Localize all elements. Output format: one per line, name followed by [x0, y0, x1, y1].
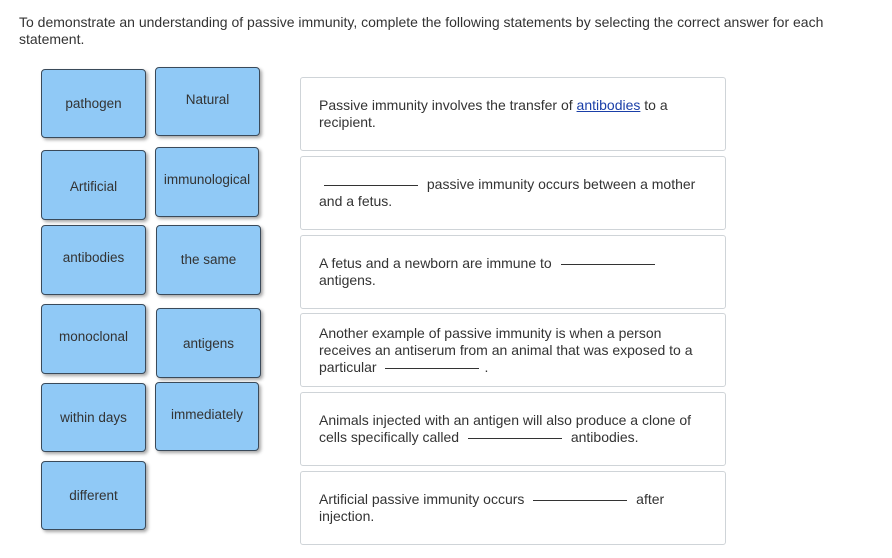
statement-3 — [300, 235, 726, 309]
statement-5 — [300, 392, 726, 466]
statement-5-text-after: antibodies. — [566, 429, 639, 445]
statement-1-filled-answer[interactable]: antibodies — [576, 97, 641, 113]
answer-tile-antigens[interactable]: antigens — [156, 308, 261, 378]
statement-2 — [300, 156, 726, 230]
answer-tile-immunological[interactable]: immunological — [155, 147, 259, 217]
statement-3-drop-target[interactable] — [561, 263, 655, 265]
statement-4-text-before: Another example of passive immunity is when a person receives an antiserum from an animal that was exposed to a particular — [319, 324, 693, 375]
statement-6 — [300, 471, 726, 545]
statement-1-text-before: Passive immunity involves the transfer of — [319, 97, 577, 113]
statement-5-drop-target[interactable] — [468, 437, 562, 439]
statement-4-drop-target[interactable] — [385, 367, 479, 369]
answer-tile-monoclonal[interactable]: monoclonal — [41, 304, 146, 374]
answer-tile-different[interactable]: different — [41, 461, 146, 530]
answer-tile-artificial[interactable]: Artificial — [41, 150, 146, 220]
answer-tile-the-same[interactable]: the same — [156, 225, 261, 295]
statement-3-text-after: antigens. — [319, 272, 376, 288]
answer-tile-immediately[interactable]: immediately — [155, 382, 259, 451]
answer-tile-natural[interactable]: Natural — [155, 67, 260, 136]
statement-2-text-after: passive immunity occurs between a mother and a fetus. — [319, 176, 696, 209]
statement-6-drop-target[interactable] — [533, 499, 627, 501]
statement-1 — [300, 77, 726, 151]
instructions-text: To demonstrate an understanding of passive immunity, complete the following statements by selecting the correct answer for each statement. — [19, 14, 824, 47]
statement-4-text-after: . — [484, 358, 489, 375]
statement-6-text-after: after injection. — [319, 491, 665, 524]
answer-tile-within-days[interactable]: within days — [41, 383, 146, 452]
statement-2-drop-target[interactable] — [324, 184, 418, 186]
statement-4 — [300, 313, 726, 387]
statement-1-text-after: to a recipient. — [319, 97, 668, 130]
statement-3-text-before: A fetus and a newborn are immune to — [319, 255, 556, 271]
answer-tile-pathogen[interactable]: pathogen — [41, 69, 146, 138]
answer-tile-antibodies[interactable]: antibodies — [41, 225, 146, 295]
statement-5-text-before: Animals injected with an antigen will also produce a clone of cells specifically called — [319, 412, 691, 445]
statement-6-text-before: Artificial passive immunity occurs — [319, 491, 529, 507]
